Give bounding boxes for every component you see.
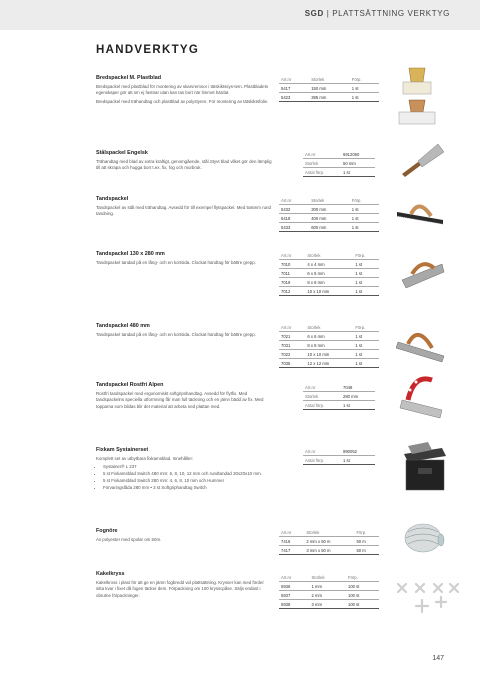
table-header-row	[279, 251, 379, 260]
table-row	[303, 159, 375, 168]
cell-key: Antal förp.	[303, 456, 341, 465]
tandspackel-480-image	[396, 318, 450, 364]
cell: 7022	[279, 350, 305, 359]
spec-table-tandspackel	[279, 196, 379, 232]
cell: 1 st	[353, 260, 379, 269]
product-title: Fixkam Systainerset	[96, 447, 149, 453]
kv-table-systainer	[303, 447, 375, 465]
product-title: Tandspackel 480 mm	[96, 323, 150, 329]
product-bredspackel	[96, 75, 272, 107]
product-fognore	[96, 528, 272, 545]
cell: 4 x 4 mm	[305, 260, 353, 269]
col-size: Storlek	[310, 573, 346, 582]
product-stalspackel	[96, 150, 272, 174]
cell: 5418	[279, 214, 309, 223]
product-desc: Komplett set av utbytbara fixkamsblad. Innehåller:	[96, 456, 194, 461]
cell: 7019	[279, 278, 305, 287]
cell: 50 m	[354, 546, 379, 555]
cell: 5433	[279, 223, 309, 232]
table-header-row	[279, 196, 379, 205]
kv-table-stalspackel	[303, 150, 375, 177]
cell-value: 990052	[341, 447, 375, 456]
cell: 150 mm	[309, 84, 350, 93]
table-row	[303, 383, 375, 392]
cell-value: 1 st	[341, 401, 375, 410]
col-artnr: Art.nr	[279, 573, 310, 582]
cell: 1 st	[350, 84, 379, 93]
cell-value: 7048	[341, 383, 375, 392]
cell: 8 x 8 mm	[305, 341, 353, 350]
cell: 1 st	[353, 332, 379, 341]
cell: 300 mm	[309, 205, 350, 214]
table-row	[279, 546, 379, 555]
table-row	[303, 401, 375, 410]
list-item: • 5 st Fixkamsblad Switch 280 mm: 4, 6, 8, 10 mm och Hummer	[103, 478, 272, 485]
cell: 5417	[279, 84, 309, 93]
table-header-row	[279, 323, 379, 332]
list-item: • Systainer® L 237	[103, 464, 272, 471]
col-artnr: Art.nr	[279, 75, 309, 84]
cell-value: 1 st	[341, 168, 375, 177]
cell: 3 mm	[310, 600, 346, 609]
table-row	[279, 582, 379, 591]
table-row	[279, 205, 379, 214]
product-title: Bredspackel M. Plastblad	[96, 75, 162, 81]
table-row	[279, 214, 379, 223]
cell-key: Antal förp.	[303, 401, 341, 410]
page-header	[0, 0, 480, 30]
cell: 1 st	[353, 350, 379, 359]
table-row	[279, 332, 379, 341]
cell: 7416	[279, 537, 304, 546]
col-size: Storlek	[309, 75, 350, 84]
section-label: | PLATTSÄTTNING VERKTYG	[326, 9, 450, 18]
table-header-row	[279, 573, 379, 582]
cell: 7012	[279, 287, 305, 296]
cell-value: 6912050	[341, 150, 375, 159]
cell: 3 mm x 50 m	[304, 546, 354, 555]
cell: 2 mm x 50 m	[304, 537, 354, 546]
cell-value: 50 mm	[341, 159, 375, 168]
table-row	[303, 392, 375, 401]
product-title: Tandspackel Rostfri Alpen	[96, 382, 164, 388]
table-row	[279, 84, 379, 93]
cell: 1 st	[350, 205, 379, 214]
cell-key: Art.nr	[303, 150, 341, 159]
col-size: Storlek	[304, 528, 354, 537]
spec-table-bredspackel	[279, 75, 379, 102]
product-tandspackel-alpen	[96, 382, 272, 412]
table-row	[279, 350, 379, 359]
table-row	[279, 591, 379, 600]
cell: 5432	[279, 205, 309, 214]
product-desc: Av polyester med spolar om 50m.	[96, 537, 162, 542]
cell: 1 st	[353, 269, 379, 278]
cell: 10 x 10 mm	[305, 350, 353, 359]
cell: 6 x 6 mm	[305, 332, 353, 341]
cell: 6 x 6 mm	[305, 269, 353, 278]
cell: 100 st	[346, 600, 379, 609]
cell: 5937	[279, 591, 310, 600]
cell: 2 mm	[310, 591, 346, 600]
cell-value: 1 st	[341, 456, 375, 465]
cell: 100 st	[346, 591, 379, 600]
col-size: Storlek	[309, 196, 350, 205]
cell: 100 st	[346, 582, 379, 591]
stalspackel-image	[400, 140, 446, 180]
product-title: Tandspackel	[96, 196, 129, 202]
page-title: HANDVERKTYG	[96, 44, 200, 56]
cell: 12 x 12 mm	[305, 359, 353, 368]
cell-key: Storlek	[303, 392, 341, 401]
col-pack: Förp.	[354, 528, 379, 537]
col-pack: Förp.	[353, 323, 379, 332]
contents-list	[96, 464, 272, 491]
product-desc: Tandspackel tandad på en lång- och en kortsida. Clockat handtag för bättre grepp.	[96, 332, 256, 337]
page-number: 147	[432, 655, 444, 662]
product-desc: Tandspackel tandad på en lång- och en kortsida. Clockat handtag för bättre grepp.	[96, 260, 256, 265]
product-tandspackel-480	[96, 323, 272, 340]
cell: 385 mm	[309, 93, 350, 102]
product-title: Kakelkryss	[96, 571, 125, 577]
table-row	[303, 456, 375, 465]
spec-table-kakelkryss	[279, 573, 379, 609]
product-title: Stålspackel Engelsk	[96, 150, 148, 156]
cell: 7035	[279, 359, 305, 368]
col-pack: Förp.	[350, 196, 379, 205]
spec-table-fognore	[279, 528, 379, 555]
cell: 1 mm	[310, 582, 346, 591]
table-row	[279, 260, 379, 269]
cell: 1 st	[353, 278, 379, 287]
table-header-row	[279, 75, 379, 84]
fognore-spool-image	[398, 518, 448, 558]
cell: 1 st	[353, 341, 379, 350]
product-desc-2: Bredspackel med trähandtag och plastblad av polystyren. För montering av tätskiktsfolie.	[96, 98, 269, 104]
cell-value: 280 mm	[341, 392, 375, 401]
table-row	[279, 269, 379, 278]
bredspackel-image	[395, 66, 443, 128]
spec-table-tandspackel-480	[279, 323, 379, 368]
product-desc: Rostfri tandspackel med ergonomiskt softgripshandtag. Avsedd för flytfix. Med tandspackelns speciella utformning får man full täckning och en jämn bädd av fix. Med topparna som bildas blir det material att arbeta ned plattan med.	[96, 391, 264, 409]
product-desc: Trähandtag med blad av extra kraftigt, genomgående, stål.Styvt blad vilket gör den lämplig till att skrapa och hugga bort t.ex. fix, fog och murbruk.	[96, 159, 272, 171]
tandspackel-130-image	[398, 250, 448, 294]
product-title: Tandspackel 130 x 280 mm	[96, 251, 165, 257]
cell: 1 st	[353, 359, 379, 368]
col-artnr: Art.nr	[279, 323, 305, 332]
table-row	[279, 223, 379, 232]
cell: 7010	[279, 260, 305, 269]
cell: 600 mm	[309, 223, 350, 232]
cell: 10 x 10 mm	[305, 287, 353, 296]
table-row	[303, 150, 375, 159]
col-artnr: Art.nr	[279, 251, 305, 260]
cell: 7031	[279, 341, 305, 350]
list-item: • Förvaringslåda 280 mm • 3 st Softgriphandtag Switch	[103, 485, 272, 492]
cell-key: Art.nr	[303, 383, 341, 392]
col-size: Storlek	[305, 323, 353, 332]
tandspackel-alpen-image	[398, 370, 450, 420]
table-row	[303, 168, 375, 177]
col-pack: Förp.	[346, 573, 379, 582]
product-fixkam-systainerset	[96, 447, 272, 492]
cell: 5423	[279, 93, 309, 102]
cell-key: Antal förp.	[303, 168, 341, 177]
table-row	[279, 287, 379, 296]
cell-key: Storlek	[303, 159, 341, 168]
col-pack: Förp.	[350, 75, 379, 84]
table-row	[279, 359, 379, 368]
cell: 7021	[279, 332, 305, 341]
col-pack: Förp.	[353, 251, 379, 260]
table-row	[279, 93, 379, 102]
product-desc: Tandspackel av stål med trähandtag. Avsedd för till exempel flytspackel. Med 5x6mm rund tandning.	[96, 205, 271, 217]
cell: 400 mm	[309, 214, 350, 223]
cell: 1 st	[350, 93, 379, 102]
kv-table-alpen	[303, 383, 375, 410]
col-artnr: Art.nr	[279, 196, 309, 205]
brand-label: SGD	[304, 9, 324, 18]
table-row	[279, 341, 379, 350]
cell: 5938	[279, 600, 310, 609]
product-tandspackel-130	[96, 251, 272, 268]
cell: 1 st	[350, 223, 379, 232]
product-desc: Bredspackel med plastblad för montering av skarvremsor i tätskiktssys-tem. Plastbladets egenskaper gör att sm ej fastnar utan kan tas bort när limmet härdat.	[96, 84, 269, 96]
section-header	[305, 9, 450, 18]
cell: 50 m	[354, 537, 379, 546]
cell: 1 st	[350, 214, 379, 223]
product-tandspackel	[96, 196, 272, 220]
cell: 5936	[279, 582, 310, 591]
tandspackel-image	[393, 192, 449, 234]
cell: 1 st	[353, 287, 379, 296]
product-desc: Kakelkross i plast för att ge en jämn fogbredd vid plattsättning. Krysser kan med fördel sitta kvar i fixet då fogen täcker dem. Förpackning om 100 krysscpåse. Säljs endast i obrutne förpackninger.	[96, 580, 264, 598]
product-kakelkryss	[96, 571, 272, 601]
table-row	[279, 537, 379, 546]
cell-key: Art.nr	[303, 447, 341, 456]
spec-table-tandspackel-130	[279, 251, 379, 296]
kakelkryss-image	[392, 580, 460, 620]
cell: 7011	[279, 269, 305, 278]
cell: 8 x 8 mm	[305, 278, 353, 287]
list-item: • 5 st Fixkamsblad Switch 480 mm: 6, 8, 10, 12 mm och rundtandad 20x20x10 mm.	[103, 471, 272, 478]
table-row	[303, 447, 375, 456]
systainer-box-image	[398, 440, 450, 496]
table-header-row	[279, 528, 379, 537]
table-row	[279, 600, 379, 609]
col-artnr: Art.nr	[279, 528, 304, 537]
table-row	[279, 278, 379, 287]
col-size: Storlek	[305, 251, 353, 260]
product-title: Fognöre	[96, 528, 118, 534]
cell: 7417	[279, 546, 304, 555]
